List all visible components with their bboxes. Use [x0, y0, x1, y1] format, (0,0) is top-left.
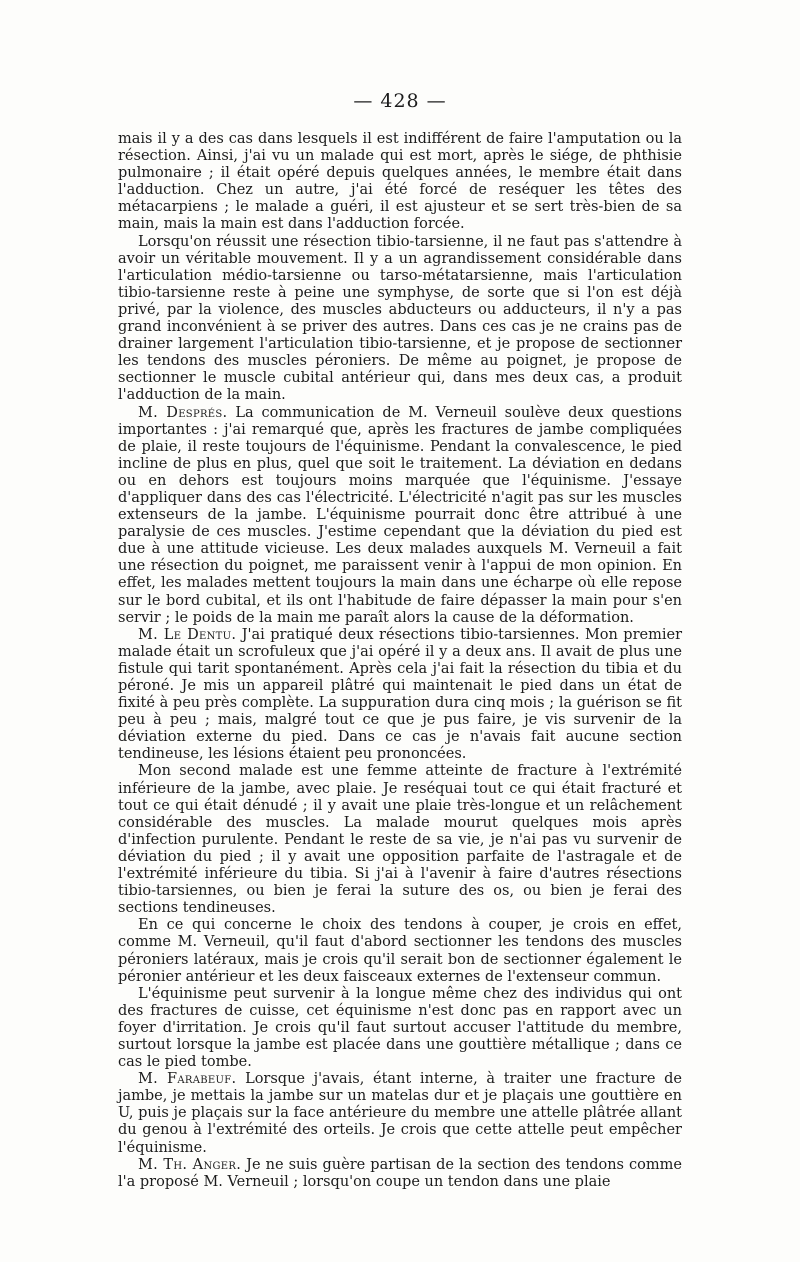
paragraph-text: En ce qui concerne le choix des tendons à couper, je crois en effet, comme M. Verneuil, qu'il faut d'abord sectionner les tendons des muscles péroniers latéraux, mais je crois qu'il serait bon de sectionner également le péronier antérieur et les deux faisceaux externes de l'extenseur commun.: [118, 917, 682, 985]
paragraph: [118, 131, 682, 234]
paragraph: [118, 405, 682, 627]
speaker-name: M. Després.: [138, 404, 228, 421]
paragraph-text: Lorsque j'avais, étant interne, à traiter une fracture de jambe, je mettais la jambe sur un matelas dur et je plaçais une gouttière en U, puis je plaçais sur la face antérieure du membre une attelle plâtrée allant du genou à l'extrémité des orteils. Je crois que cette attelle peut empêcher l'équinisme.: [118, 1071, 682, 1156]
paragraph-text: L'équinisme peut survenir à la longue même chez des individus qui ont des fractures de cuisse, cet équinisme n'est donc pas en rapport avec un foyer d'irritation. Je crois qu'il faut surtout accuser l'attitude du membre, surtout lorsque la jambe est placée dans une gouttière métallique ; dans ce cas le pied tombe.: [118, 985, 682, 1071]
speaker-name: M. Farabeuf.: [138, 1071, 237, 1088]
paragraph: [118, 986, 682, 1071]
text-body: [118, 131, 682, 1191]
paragraph: [118, 627, 682, 764]
paragraph: [118, 763, 682, 917]
paragraph-text: Mon second malade est une femme atteinte de fracture à l'extrémité inférieure de la jambe, avec plaie. Je reséquai tout ce qui était fracturé et tout ce qui était dénudé ; il y avait une plaie très-longue et un relâchement considérable des muscles. La malade mourut quelques mois après d'infection purulente. Pendant le reste de sa vie, je n'ai pas vu survenir de déviation du pied ; il y avait une opposition parfaite de l'astragale et de l'extrémité inférieure du tibia. Si j'ai à l'avenir à faire d'autres résections tibio-tarsiennes, ou bien je ferai la suture des os, ou bien je ferai des sections tendineuses.: [118, 763, 682, 917]
paragraph-text: J'ai pratiqué deux résections tibio-tarsiennes. Mon premier malade était un scrofuleux que j'ai opéré il y a deux ans. Il avait de plus une fistule qui tarit spontanément. Après cela j'ai fait la résection du tibia et du péroné. Je mis un appareil plâtré qui maintenait le pied dans un état de fixité à peu près complète. La suppuration dura cinq mois ; la guérison se fit peu à peu ; mais, malgré tout ce que je pus faire, je vis survenir de la déviation externe du pied. Dans ce cas je n'avais fait aucune section tendineuse, les lésions étaient peu prononcées.: [118, 626, 682, 763]
paragraph-text: La communication de M. Verneuil soulève deux questions importantes : j'ai remarqué que, après les fractures de jambe compliquées de plaie, il reste toujours de l'équinisme. Pendant la convalescence, le pied incline de plus en plus, quel que soit le traitement. La déviation en dedans ou en dehors est toujours moins marquée que l'équinisme. J'essaye d'appliquer dans des cas l'électricité. L'électricité n'agit pas sur les muscles extenseurs de la jambe. L'équinisme pourrait donc être attribué à une paralysie de ces muscles. J'estime cependant que la déviation du pied est due à une attitude vicieuse. Les deux malades auxquels M. Verneuil a fait une résection du poignet, me paraissent venir à l'appui de mon opinion. En effet, les malades mettent toujours la main dans une écharpe où elle repose sur le bord cubital, et ils ont l'habitude de faire dépasser la main pour s'en servir ; le poids de la main me paraît alors la cause de la déformation.: [118, 404, 682, 626]
paragraph: [118, 917, 682, 985]
paragraph-text: Lorsqu'on réussit une résection tibio-tarsienne, il ne faut pas s'attendre à avoir un véritable mouvement. Il y a un agrandissement considérable dans l'articulation médio-tarsienne ou tarso-métatarsienne, mais l'articulation tibio-tarsienne reste à peine une symphyse, de sorte que si l'on est déjà privé, par la violence, des muscles abducteurs ou adducteurs, il n'y a pas grand inconvénient à se priver des autres. Dans ces cas je ne crains pas de drainer largement l'articulation tibio-tarsienne, et je propose de sectionner les tendons des muscles péroniers. De même au poignet, je propose de sectionner le muscle cubital antérieur qui, dans mes deux cas, a produit l'adduction de la main.: [118, 233, 682, 404]
page-number: — 428 —: [353, 90, 447, 112]
speaker-name: M. Le Dentu.: [138, 626, 237, 643]
paragraph: [118, 1071, 682, 1156]
paragraph: [118, 234, 682, 405]
paragraph-text: mais il y a des cas dans lesquels il est indifférent de faire l'amputation ou la résection. Ainsi, j'ai vu un malade qui est mort, après le siége, de phthisie pulmonaire ; il était opéré depuis quelques années, le membre était dans l'adduction. Chez un autre, j'ai été forcé de reséquer les têtes des métacarpiens ; le malade a guéri, il est ajusteur et se sert très-bien de sa main, mais la main est dans l'adduction forcée.: [118, 131, 682, 233]
speaker-name: M. Th. Anger.: [138, 1156, 242, 1173]
paragraph-text: Je ne suis guère partisan de la section des tendons comme l'a proposé M. Verneuil ; lorsqu'on coupe un tendon dans une plaie: [118, 1156, 682, 1190]
paragraph: [118, 1157, 682, 1191]
